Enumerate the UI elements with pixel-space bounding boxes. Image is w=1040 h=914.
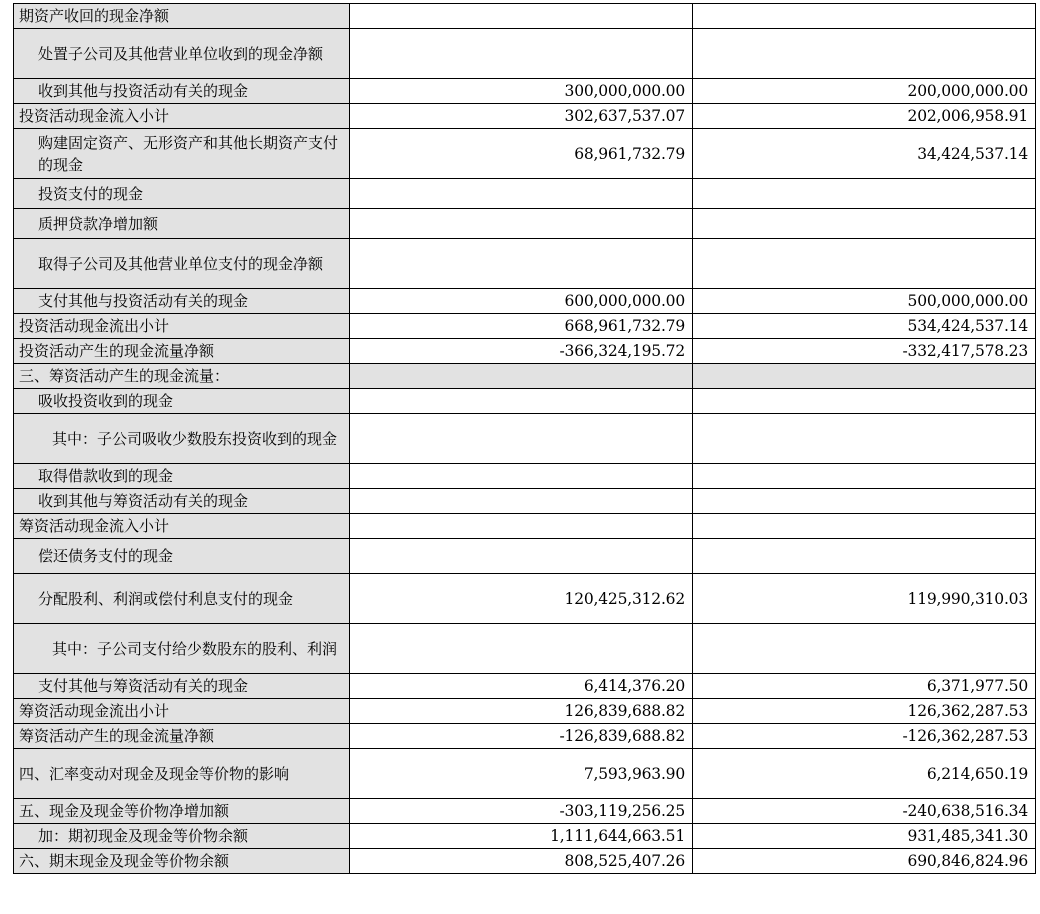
current-period-amount xyxy=(350,539,693,574)
row-label-cell xyxy=(14,79,350,104)
row-label-cell xyxy=(14,209,350,239)
row-label-cell xyxy=(14,849,350,874)
current-period-amount xyxy=(350,489,693,514)
previous-period-amount: 6,214,650.19 xyxy=(693,749,1036,799)
table-row xyxy=(14,749,1036,799)
previous-period-amount xyxy=(693,514,1036,539)
table-row xyxy=(14,574,1036,624)
row-label: 投资活动产生的现金流量净额 xyxy=(19,342,215,360)
row-label-cell xyxy=(14,314,350,339)
table-row xyxy=(14,489,1036,514)
current-period-amount xyxy=(350,414,693,464)
table-row xyxy=(14,129,1036,179)
table-row xyxy=(14,4,1036,29)
current-period-amount: 302,637,537.07 xyxy=(350,104,693,129)
table-row xyxy=(14,339,1036,364)
row-label-cell xyxy=(14,389,350,414)
row-label-cell xyxy=(14,179,350,209)
row-label: 期资产收回的现金净额 xyxy=(19,7,170,25)
previous-period-amount: 126,362,287.53 xyxy=(693,699,1036,724)
row-label-cell xyxy=(14,489,350,514)
current-period-amount: 1,111,644,663.51 xyxy=(350,824,693,849)
current-period-amount: -303,119,256.25 xyxy=(350,799,693,824)
current-period-amount xyxy=(350,389,693,414)
row-label-cell xyxy=(14,724,350,749)
table-row xyxy=(14,514,1036,539)
table-row xyxy=(14,824,1036,849)
row-label: 四、汇率变动对现金及现金等价物的影响 xyxy=(19,764,290,783)
current-period-amount: 300,000,000.00 xyxy=(350,79,693,104)
previous-period-amount: 200,000,000.00 xyxy=(693,79,1036,104)
row-label-cell xyxy=(14,289,350,314)
row-label-cell xyxy=(14,29,350,79)
row-label: 支付其他与筹资活动有关的现金 xyxy=(38,677,249,695)
table-row xyxy=(14,799,1036,824)
row-label-cell xyxy=(14,414,350,464)
row-label: 筹资活动产生的现金流量净额 xyxy=(19,727,215,745)
previous-period-amount: -240,638,516.34 xyxy=(693,799,1036,824)
current-period-amount xyxy=(350,514,693,539)
previous-period-amount xyxy=(693,464,1036,489)
current-period-amount: 808,525,407.26 xyxy=(350,849,693,874)
row-label: 取得借款收到的现金 xyxy=(38,467,174,485)
row-label-cell xyxy=(14,824,350,849)
current-period-amount: 7,593,963.90 xyxy=(350,749,693,799)
table-row xyxy=(14,104,1036,129)
row-label: 投资支付的现金 xyxy=(38,184,144,203)
row-label: 吸收投资收到的现金 xyxy=(38,392,174,410)
row-label: 处置子公司及其他营业单位收到的现金净额 xyxy=(38,44,324,63)
table-row xyxy=(14,674,1036,699)
row-label: 投资活动现金流出小计 xyxy=(19,317,170,335)
cash-flow-table xyxy=(13,3,1036,874)
previous-period-amount: 931,485,341.30 xyxy=(693,824,1036,849)
current-period-amount xyxy=(350,209,693,239)
row-label: 五、现金及现金等价物净增加额 xyxy=(19,802,230,820)
current-period-amount xyxy=(350,364,693,389)
current-period-amount: 120,425,312.62 xyxy=(350,574,693,624)
current-period-amount xyxy=(350,239,693,289)
row-label-cell xyxy=(14,539,350,574)
row-label: 加：期初现金及现金等价物余额 xyxy=(38,827,249,845)
previous-period-amount: 202,006,958.91 xyxy=(693,104,1036,129)
table-row xyxy=(14,79,1036,104)
row-label: 其中：子公司支付给少数股东的股利、利润 xyxy=(52,639,338,658)
table-row xyxy=(14,29,1036,79)
current-period-amount: 600,000,000.00 xyxy=(350,289,693,314)
row-label: 筹资活动现金流出小计 xyxy=(19,702,170,720)
previous-period-amount xyxy=(693,29,1036,79)
row-label-cell xyxy=(14,239,350,289)
row-label: 偿还债务支付的现金 xyxy=(38,547,174,565)
table-row xyxy=(14,849,1036,874)
row-label: 收到其他与投资活动有关的现金 xyxy=(38,82,249,100)
table-row xyxy=(14,464,1036,489)
row-label-cell xyxy=(14,104,350,129)
table-row xyxy=(14,289,1036,314)
row-label-cell xyxy=(14,464,350,489)
row-label: 支付其他与投资活动有关的现金 xyxy=(38,292,249,310)
table-row xyxy=(14,364,1036,389)
row-label-cell xyxy=(14,364,350,389)
row-label: 投资活动现金流入小计 xyxy=(19,107,170,125)
current-period-amount xyxy=(350,4,693,29)
table-row xyxy=(14,624,1036,674)
row-label: 六、期末现金及现金等价物余额 xyxy=(19,852,230,870)
previous-period-amount xyxy=(693,209,1036,239)
previous-period-amount xyxy=(693,624,1036,674)
row-label: 三、筹资活动产生的现金流量： xyxy=(19,367,230,385)
table-row xyxy=(14,179,1036,209)
row-label: 质押贷款净增加额 xyxy=(38,214,159,233)
row-label: 收到其他与筹资活动有关的现金 xyxy=(38,492,249,510)
row-label-cell xyxy=(14,674,350,699)
previous-period-amount xyxy=(693,389,1036,414)
row-label: 取得子公司及其他营业单位支付的现金净额 xyxy=(38,254,324,273)
previous-period-amount: -332,417,578.23 xyxy=(693,339,1036,364)
table-row xyxy=(14,414,1036,464)
table-row xyxy=(14,539,1036,574)
current-period-amount xyxy=(350,464,693,489)
previous-period-amount: 500,000,000.00 xyxy=(693,289,1036,314)
current-period-amount: 6,414,376.20 xyxy=(350,674,693,699)
current-period-amount: 68,961,732.79 xyxy=(350,129,693,179)
previous-period-amount: -126,362,287.53 xyxy=(693,724,1036,749)
table-row xyxy=(14,239,1036,289)
previous-period-amount xyxy=(693,4,1036,29)
current-period-amount: 126,839,688.82 xyxy=(350,699,693,724)
table-row xyxy=(14,209,1036,239)
previous-period-amount xyxy=(693,179,1036,209)
row-label: 其中：子公司吸收少数股东投资收到的现金 xyxy=(52,429,338,448)
row-label: 分配股利、利润或偿付利息支付的现金 xyxy=(38,589,294,608)
table-row xyxy=(14,389,1036,414)
row-label-cell xyxy=(14,4,350,29)
previous-period-amount xyxy=(693,489,1036,514)
row-label: 购建固定资产、无形资产和其他长期资产支付的现金 xyxy=(38,133,339,174)
current-period-amount: 668,961,732.79 xyxy=(350,314,693,339)
row-label-cell xyxy=(14,574,350,624)
current-period-amount: -126,839,688.82 xyxy=(350,724,693,749)
previous-period-amount: 6,371,977.50 xyxy=(693,674,1036,699)
row-label-cell xyxy=(14,699,350,724)
cash-flow-table-body xyxy=(14,4,1036,874)
previous-period-amount xyxy=(693,364,1036,389)
table-row xyxy=(14,699,1036,724)
current-period-amount xyxy=(350,29,693,79)
row-label-cell xyxy=(14,339,350,364)
row-label-cell xyxy=(14,129,350,179)
row-label: 筹资活动现金流入小计 xyxy=(19,517,170,535)
previous-period-amount: 534,424,537.14 xyxy=(693,314,1036,339)
previous-period-amount: 690,846,824.96 xyxy=(693,849,1036,874)
row-label-cell xyxy=(14,749,350,799)
table-row xyxy=(14,724,1036,749)
current-period-amount xyxy=(350,624,693,674)
previous-period-amount: 34,424,537.14 xyxy=(693,129,1036,179)
table-row xyxy=(14,314,1036,339)
row-label-cell xyxy=(14,514,350,539)
previous-period-amount xyxy=(693,539,1036,574)
previous-period-amount xyxy=(693,414,1036,464)
row-label-cell xyxy=(14,799,350,824)
previous-period-amount xyxy=(693,239,1036,289)
row-label-cell xyxy=(14,624,350,674)
previous-period-amount: 119,990,310.03 xyxy=(693,574,1036,624)
current-period-amount: -366,324,195.72 xyxy=(350,339,693,364)
current-period-amount xyxy=(350,179,693,209)
